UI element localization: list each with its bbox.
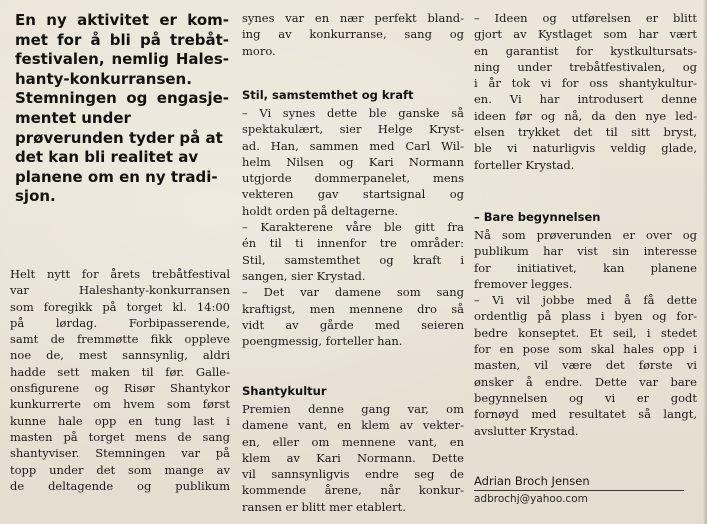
text-line: en garantist for kystkultursats- [474,43,697,58]
author-byline: Adrian Broch Jensen [474,474,590,488]
text-line: kunne hale opp en tung last i [10,413,230,428]
lead-line: prøverunden tyder på at [15,128,223,147]
text-line: var Haleshanty-konkurransen [10,283,230,298]
text-line: gjort av Kystlaget som har vært [474,27,697,42]
text-line: hadde sett maken til før. Galle- [10,364,230,379]
text-line: ordentlig på plass i byen og for- [474,309,697,324]
text-line: for en pose som skal hales opp i [474,342,697,357]
text-line: Stil, samstemthet og kraft i [242,252,464,267]
text-line: samt de fremmøtte fikk oppleve [10,332,230,347]
text-line: ing av konkurranse, sang og [242,27,464,42]
text-line: publikum har vist sin interesse [474,244,697,259]
lead-paragraph [15,11,229,207]
text-line: ideen før og nå, da den nye led- [474,108,697,123]
text-line: spektakulært, sier Helge Kryst- [242,122,464,137]
byline-rule [474,490,684,491]
text-line: for initiativet, kan planene [474,260,697,275]
body-paragraph-6 [474,227,697,439]
text-line: masten på torget mens de sang [10,429,230,444]
text-line: masten, vil være det første vi [474,358,697,373]
text-line: én til ti innenfor tre områder: [242,236,464,251]
text-line: ønsker å endre. Dette var bare [474,374,697,389]
text-line: avslutter Krystad. [474,423,579,438]
text-line: kraftigst, men mennene dro så [242,301,464,316]
lead-line: hanty-konkurransen. [15,69,192,88]
text-line: – Ideen og utførelsen er blitt [474,11,697,25]
scan-edge-shadow [703,0,707,524]
text-line: vekteren gav startsignal og [242,187,464,202]
column-2 [242,0,465,524]
text-line: forteller Krystad. [474,157,575,172]
lead-line: det kan bli realitet av [15,148,199,167]
text-line: en, eller om mennene vant, en [242,434,464,449]
text-line: fornøyd med resultatet så langt, [474,407,697,422]
text-line: Nå som prøverunden er over og [474,228,697,242]
text-line: kommende årene, når konkur- [242,483,464,498]
text-line: helm Nilsen og Kari Normann [242,154,464,169]
lead-line: festivalen, nemlig Hales- [15,50,229,69]
text-line: ble vi naturligvis veldig glade, [474,141,697,156]
text-line: Helt nytt for årets trebåtfestival [10,267,230,281]
text-line: på lørdag. Forbipasserende, [10,315,230,330]
text-line: utgjorde dommerpanelet, mens [242,171,464,186]
body-paragraph-5 [474,10,697,173]
text-line: – Vi vil jobbe med å få dette [474,293,697,308]
lead-line: mentet under [15,108,131,127]
text-line: de deltagende og publikum [10,478,230,493]
text-line: ransen er blitt mer etablert. [242,499,406,514]
text-line: fremover legges. [474,276,573,291]
text-line: sangen, sier Krystad. [242,268,366,283]
text-line: poengmessig, forteller han. [242,334,403,349]
text-line: begynnelsen og vi er godt [474,390,697,405]
text-line: ning under trebåtfestivalen, og [474,59,697,74]
text-line: ad. Han, sammen med Carl Wil- [242,138,464,153]
text-line: vil sannsynligvis endre seg de [242,467,464,482]
subheading-style: Stil, samstemthet og kraft [242,88,414,102]
text-line: elsen trykket det til sitt bryst, [474,125,697,140]
subheading-bare-begynnelsen: – Bare begynnelsen [474,210,601,224]
text-line: holdt orden på deltagerne. [242,203,399,218]
author-email[interactable]: adbrochj@yahoo.com [474,493,588,505]
text-line: damene vant, en klem av vekter- [242,418,464,433]
lead-line: En ny aktivitet er kom- [15,11,229,29]
text-line: topp under det som mange av [10,462,230,477]
column-1 [9,0,231,524]
text-line: onsfigurene og Risør Shantykor [10,381,230,396]
text-line: synes var en nær perfekt bland- [242,11,464,25]
text-line: i år tok vi for oss shantykultur- [474,76,697,91]
text-line: en. Vi har introdusert denne [474,92,697,107]
body-paragraph-4 [242,401,464,515]
body-paragraph-3 [242,105,464,349]
text-line: – Det var damene som sang [242,285,464,300]
text-line: kunkurrerte om hvem som først [10,397,230,412]
text-line: Premien denne gang var, om [242,402,464,416]
text-line: som foregikk på torget kl. 14:00 [10,299,230,314]
text-line: klem av Kari Normann. Dette [242,450,464,465]
lead-line: met for å bli på trebåt- [15,30,229,49]
body-paragraph-1 [10,266,230,494]
lead-line: planene om en ny tradi- [15,167,218,186]
text-line: shantyviser. Stemningen var på [10,446,230,461]
subheading-shantykultur: Shantykultur [242,384,327,398]
text-line: – Karakterene våre ble gitt fra [242,220,464,235]
text-line: moro. [242,43,276,58]
text-line: – Vi synes dette ble ganske så [242,106,464,120]
text-line: noe de, mest sannsynlig, aldri [10,348,230,363]
lead-line: sjon. [15,187,56,206]
body-paragraph-2 [242,10,464,59]
text-line: vidt av gårde med seieren [242,317,464,332]
text-line: bedre konseptet. Et seil, i stedet [474,325,697,340]
column-3 [474,0,698,524]
lead-line: Stemningen og engasje- [15,89,229,108]
